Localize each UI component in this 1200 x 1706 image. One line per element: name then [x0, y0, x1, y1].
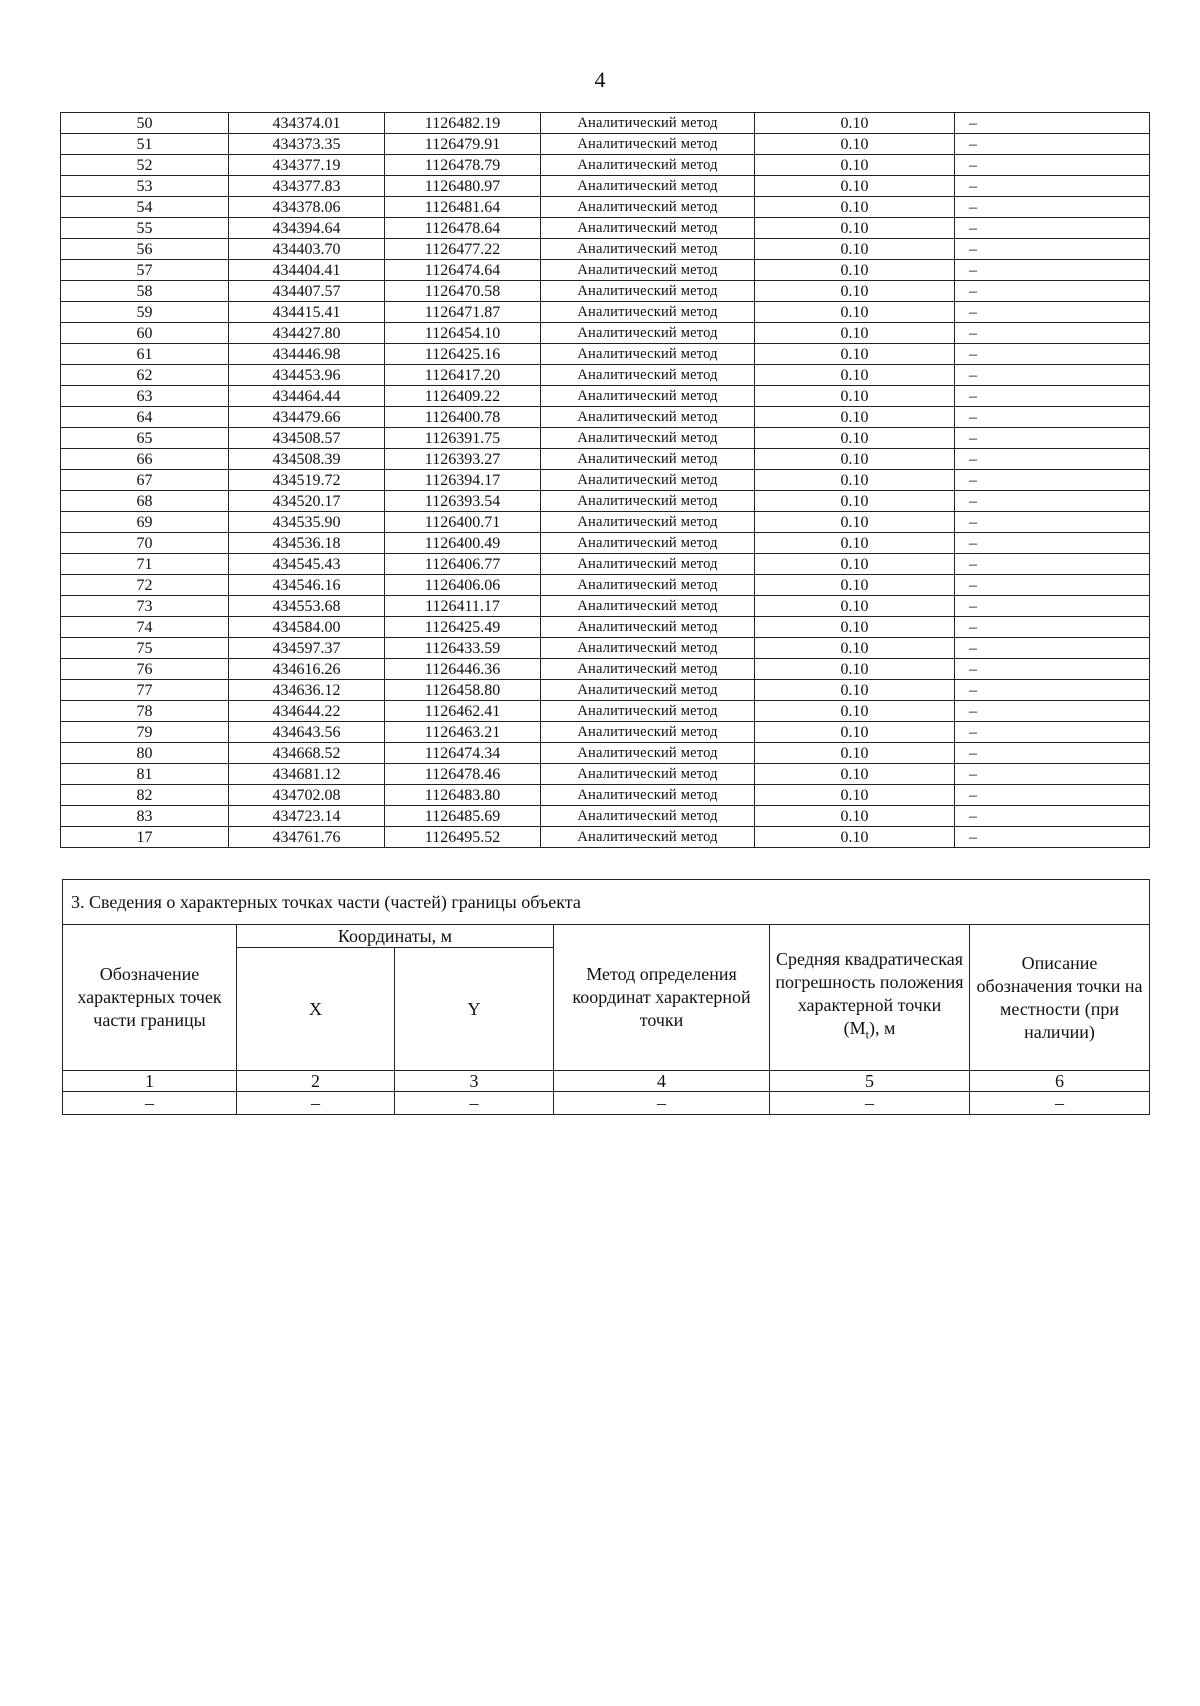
header-description: Описание обозначения точки на местности (при наличии): [970, 925, 1150, 1071]
point-x: 434636.12: [229, 680, 385, 701]
point-number: 55: [61, 218, 229, 239]
column-number: 5: [770, 1071, 970, 1092]
point-description: –: [955, 701, 1150, 722]
point-method: Аналитический метод: [541, 638, 755, 659]
point-error: 0.10: [755, 680, 955, 701]
point-number: 17: [61, 827, 229, 848]
header-error: [770, 925, 970, 1071]
point-x: 434378.06: [229, 197, 385, 218]
column-number: 2: [237, 1071, 395, 1092]
point-y: 1126406.77: [385, 554, 541, 575]
point-x: 434446.98: [229, 344, 385, 365]
section-title: 3. Сведения о характерных точках части (частей) границы объекта: [63, 880, 1150, 925]
point-error: 0.10: [755, 512, 955, 533]
point-y: 1126409.22: [385, 386, 541, 407]
point-number: 52: [61, 155, 229, 176]
point-error: 0.10: [755, 743, 955, 764]
point-number: 83: [61, 806, 229, 827]
point-error: 0.10: [755, 806, 955, 827]
point-y: 1126463.21: [385, 722, 541, 743]
table-row: [61, 596, 1150, 617]
point-x: 434427.80: [229, 323, 385, 344]
point-method: Аналитический метод: [541, 113, 755, 134]
point-description: –: [955, 386, 1150, 407]
point-method: Аналитический метод: [541, 680, 755, 701]
point-description: –: [955, 659, 1150, 680]
table-row: [61, 785, 1150, 806]
point-x: 434394.64: [229, 218, 385, 239]
point-x: 434479.66: [229, 407, 385, 428]
point-y: 1126479.91: [385, 134, 541, 155]
point-x: 434403.70: [229, 239, 385, 260]
point-number: 80: [61, 743, 229, 764]
point-description: –: [955, 533, 1150, 554]
point-x: 434681.12: [229, 764, 385, 785]
point-number: 51: [61, 134, 229, 155]
point-method: Аналитический метод: [541, 596, 755, 617]
point-number: 56: [61, 239, 229, 260]
point-error: 0.10: [755, 659, 955, 680]
point-y: 1126478.46: [385, 764, 541, 785]
point-method: Аналитический метод: [541, 722, 755, 743]
point-y: 1126480.97: [385, 176, 541, 197]
point-number: 71: [61, 554, 229, 575]
point-number: 61: [61, 344, 229, 365]
point-y: 1126433.59: [385, 638, 541, 659]
point-description: –: [955, 470, 1150, 491]
point-description: –: [955, 218, 1150, 239]
point-error: 0.10: [755, 365, 955, 386]
table-row: [61, 806, 1150, 827]
page-number: 4: [594, 67, 606, 92]
point-method: Аналитический метод: [541, 659, 755, 680]
point-error: 0.10: [755, 785, 955, 806]
point-method: Аналитический метод: [541, 407, 755, 428]
point-error: 0.10: [755, 113, 955, 134]
point-description: –: [955, 302, 1150, 323]
point-method: Аналитический метод: [541, 260, 755, 281]
point-method: Аналитический метод: [541, 533, 755, 554]
point-description: –: [955, 113, 1150, 134]
point-method: Аналитический метод: [541, 470, 755, 491]
point-description: –: [955, 407, 1150, 428]
point-number: 54: [61, 197, 229, 218]
point-number: 58: [61, 281, 229, 302]
point-x: 434377.83: [229, 176, 385, 197]
point-description: –: [955, 512, 1150, 533]
point-error: 0.10: [755, 281, 955, 302]
part-boundary-table: [62, 879, 1150, 1115]
point-y: 1126474.34: [385, 743, 541, 764]
point-method: Аналитический метод: [541, 575, 755, 596]
point-x: 434374.01: [229, 113, 385, 134]
point-error: 0.10: [755, 533, 955, 554]
point-y: 1126482.19: [385, 113, 541, 134]
point-description: –: [955, 155, 1150, 176]
point-method: Аналитический метод: [541, 785, 755, 806]
point-description: –: [955, 680, 1150, 701]
point-error: 0.10: [755, 491, 955, 512]
point-description: –: [955, 575, 1150, 596]
header-y: Y: [395, 948, 554, 1071]
point-y: 1126394.17: [385, 470, 541, 491]
table-row: [61, 386, 1150, 407]
point-x: 434597.37: [229, 638, 385, 659]
point-x: 434643.56: [229, 722, 385, 743]
point-y: 1126400.71: [385, 512, 541, 533]
point-description: –: [955, 239, 1150, 260]
header-error-sub: t: [865, 1027, 869, 1042]
point-y: 1126411.17: [385, 596, 541, 617]
point-method: Аналитический метод: [541, 197, 755, 218]
table-row: [61, 428, 1150, 449]
value-cell: –: [395, 1092, 554, 1115]
point-method: Аналитический метод: [541, 764, 755, 785]
boundary-points-body: [61, 113, 1150, 848]
point-method: Аналитический метод: [541, 617, 755, 638]
table-row: [61, 449, 1150, 470]
table-row: [61, 344, 1150, 365]
table-row: [61, 302, 1150, 323]
point-y: 1126458.80: [385, 680, 541, 701]
point-error: 0.10: [755, 617, 955, 638]
point-y: 1126425.16: [385, 344, 541, 365]
header-error-text: Средняя квадратическая погрешность положения характерной точки: [775, 949, 964, 1016]
table-row: [61, 113, 1150, 134]
header-error-symbol: (M: [843, 1018, 866, 1039]
header-error-unit: ), м: [868, 1018, 896, 1039]
table-row: [61, 701, 1150, 722]
point-description: –: [955, 134, 1150, 155]
table-row: [61, 680, 1150, 701]
point-y: 1126471.87: [385, 302, 541, 323]
header-method: Метод определения координат характерной точки: [554, 925, 770, 1071]
point-method: Аналитический метод: [541, 827, 755, 848]
table-row: [61, 491, 1150, 512]
value-cell: –: [237, 1092, 395, 1115]
point-y: 1126462.41: [385, 701, 541, 722]
point-x: 434377.19: [229, 155, 385, 176]
point-error: 0.10: [755, 323, 955, 344]
point-error: 0.10: [755, 155, 955, 176]
point-x: 434407.57: [229, 281, 385, 302]
point-description: –: [955, 176, 1150, 197]
point-error: 0.10: [755, 449, 955, 470]
header-designation: Обозначение характерных точек части границы: [63, 925, 237, 1071]
point-y: 1126417.20: [385, 365, 541, 386]
boundary-points-table: [60, 112, 1150, 848]
point-error: 0.10: [755, 428, 955, 449]
point-number: 69: [61, 512, 229, 533]
point-number: 64: [61, 407, 229, 428]
point-number: 68: [61, 491, 229, 512]
point-error: 0.10: [755, 701, 955, 722]
point-description: –: [955, 554, 1150, 575]
point-method: Аналитический метод: [541, 701, 755, 722]
point-y: 1126446.36: [385, 659, 541, 680]
point-number: 74: [61, 617, 229, 638]
point-y: 1126400.78: [385, 407, 541, 428]
table-row: [61, 554, 1150, 575]
point-description: –: [955, 722, 1150, 743]
point-description: –: [955, 344, 1150, 365]
point-x: 434535.90: [229, 512, 385, 533]
table-row: [61, 722, 1150, 743]
point-number: 57: [61, 260, 229, 281]
point-y: 1126481.64: [385, 197, 541, 218]
point-number: 76: [61, 659, 229, 680]
point-number: 78: [61, 701, 229, 722]
point-method: Аналитический метод: [541, 806, 755, 827]
point-method: Аналитический метод: [541, 512, 755, 533]
point-method: Аналитический метод: [541, 323, 755, 344]
point-x: 434508.57: [229, 428, 385, 449]
point-y: 1126483.80: [385, 785, 541, 806]
table-row: [61, 407, 1150, 428]
point-description: –: [955, 428, 1150, 449]
table-row: [61, 365, 1150, 386]
point-x: 434536.18: [229, 533, 385, 554]
point-description: –: [955, 785, 1150, 806]
point-number: 79: [61, 722, 229, 743]
point-description: –: [955, 638, 1150, 659]
point-method: Аналитический метод: [541, 134, 755, 155]
point-method: Аналитический метод: [541, 428, 755, 449]
table-row: [61, 281, 1150, 302]
point-number: 75: [61, 638, 229, 659]
point-description: –: [955, 617, 1150, 638]
table-row: [61, 764, 1150, 785]
point-description: –: [955, 827, 1150, 848]
point-description: –: [955, 449, 1150, 470]
point-error: 0.10: [755, 575, 955, 596]
point-y: 1126478.79: [385, 155, 541, 176]
point-description: –: [955, 764, 1150, 785]
point-method: Аналитический метод: [541, 554, 755, 575]
point-x: 434453.96: [229, 365, 385, 386]
point-y: 1126478.64: [385, 218, 541, 239]
point-x: 434584.00: [229, 617, 385, 638]
point-error: 0.10: [755, 596, 955, 617]
point-y: 1126454.10: [385, 323, 541, 344]
point-x: 434702.08: [229, 785, 385, 806]
point-x: 434508.39: [229, 449, 385, 470]
value-cell: –: [554, 1092, 770, 1115]
point-number: 53: [61, 176, 229, 197]
point-method: Аналитический метод: [541, 155, 755, 176]
point-x: 434415.41: [229, 302, 385, 323]
point-y: 1126474.64: [385, 260, 541, 281]
table-row: [61, 134, 1150, 155]
point-x: 434761.76: [229, 827, 385, 848]
point-method: Аналитический метод: [541, 218, 755, 239]
point-error: 0.10: [755, 470, 955, 491]
point-x: 434553.68: [229, 596, 385, 617]
point-number: 82: [61, 785, 229, 806]
point-description: –: [955, 197, 1150, 218]
point-y: 1126477.22: [385, 239, 541, 260]
value-cell: –: [970, 1092, 1150, 1115]
column-number: 1: [63, 1071, 237, 1092]
table-row: [61, 827, 1150, 848]
point-method: Аналитический метод: [541, 491, 755, 512]
point-number: 67: [61, 470, 229, 491]
table-row: [61, 617, 1150, 638]
table-row: [61, 239, 1150, 260]
point-method: Аналитический метод: [541, 344, 755, 365]
point-y: 1126393.54: [385, 491, 541, 512]
point-method: Аналитический метод: [541, 281, 755, 302]
point-x: 434519.72: [229, 470, 385, 491]
point-number: 62: [61, 365, 229, 386]
point-number: 50: [61, 113, 229, 134]
point-y: 1126425.49: [385, 617, 541, 638]
point-number: 77: [61, 680, 229, 701]
point-x: 434668.52: [229, 743, 385, 764]
table-row: [61, 512, 1150, 533]
point-error: 0.10: [755, 764, 955, 785]
point-description: –: [955, 281, 1150, 302]
point-error: 0.10: [755, 197, 955, 218]
point-description: –: [955, 260, 1150, 281]
point-y: 1126400.49: [385, 533, 541, 554]
point-error: 0.10: [755, 239, 955, 260]
point-description: –: [955, 323, 1150, 344]
table-row: [61, 176, 1150, 197]
table-row: [61, 470, 1150, 491]
value-cell: –: [63, 1092, 237, 1115]
point-description: –: [955, 365, 1150, 386]
point-y: 1126391.75: [385, 428, 541, 449]
table-row: [61, 260, 1150, 281]
point-number: 73: [61, 596, 229, 617]
point-x: 434545.43: [229, 554, 385, 575]
point-error: 0.10: [755, 344, 955, 365]
point-number: 66: [61, 449, 229, 470]
point-x: 434520.17: [229, 491, 385, 512]
header-coordinates: Координаты, м: [237, 925, 554, 948]
point-error: 0.10: [755, 722, 955, 743]
point-x: 434644.22: [229, 701, 385, 722]
table-row: [61, 575, 1150, 596]
point-x: 434723.14: [229, 806, 385, 827]
point-number: 63: [61, 386, 229, 407]
point-y: 1126393.27: [385, 449, 541, 470]
point-y: 1126470.58: [385, 281, 541, 302]
point-y: 1126495.52: [385, 827, 541, 848]
point-error: 0.10: [755, 134, 955, 155]
point-number: 72: [61, 575, 229, 596]
point-description: –: [955, 491, 1150, 512]
point-number: 65: [61, 428, 229, 449]
table-row: [61, 743, 1150, 764]
column-number: 3: [395, 1071, 554, 1092]
point-number: 59: [61, 302, 229, 323]
point-error: 0.10: [755, 302, 955, 323]
point-method: Аналитический метод: [541, 449, 755, 470]
point-method: Аналитический метод: [541, 365, 755, 386]
header-x: X: [237, 948, 395, 1071]
point-description: –: [955, 743, 1150, 764]
table-row: [61, 533, 1150, 554]
table-row: [61, 659, 1150, 680]
table-row: [61, 323, 1150, 344]
point-error: 0.10: [755, 260, 955, 281]
point-error: 0.10: [755, 218, 955, 239]
column-number: 4: [554, 1071, 770, 1092]
point-error: 0.10: [755, 176, 955, 197]
table-row: [61, 197, 1150, 218]
point-error: 0.10: [755, 407, 955, 428]
table-row: [61, 218, 1150, 239]
point-number: 81: [61, 764, 229, 785]
point-method: Аналитический метод: [541, 239, 755, 260]
point-method: Аналитический метод: [541, 176, 755, 197]
point-error: 0.10: [755, 554, 955, 575]
point-x: 434616.26: [229, 659, 385, 680]
point-error: 0.10: [755, 638, 955, 659]
point-number: 60: [61, 323, 229, 344]
column-number: 6: [970, 1071, 1150, 1092]
point-x: 434546.16: [229, 575, 385, 596]
point-error: 0.10: [755, 386, 955, 407]
point-error: 0.10: [755, 827, 955, 848]
point-x: 434373.35: [229, 134, 385, 155]
point-y: 1126406.06: [385, 575, 541, 596]
point-method: Аналитический метод: [541, 743, 755, 764]
table-row: [61, 638, 1150, 659]
point-number: 70: [61, 533, 229, 554]
point-method: Аналитический метод: [541, 302, 755, 323]
point-x: 434464.44: [229, 386, 385, 407]
point-x: 434404.41: [229, 260, 385, 281]
point-description: –: [955, 806, 1150, 827]
point-y: 1126485.69: [385, 806, 541, 827]
value-cell: –: [770, 1092, 970, 1115]
point-description: –: [955, 596, 1150, 617]
point-method: Аналитический метод: [541, 386, 755, 407]
table-row: [61, 155, 1150, 176]
